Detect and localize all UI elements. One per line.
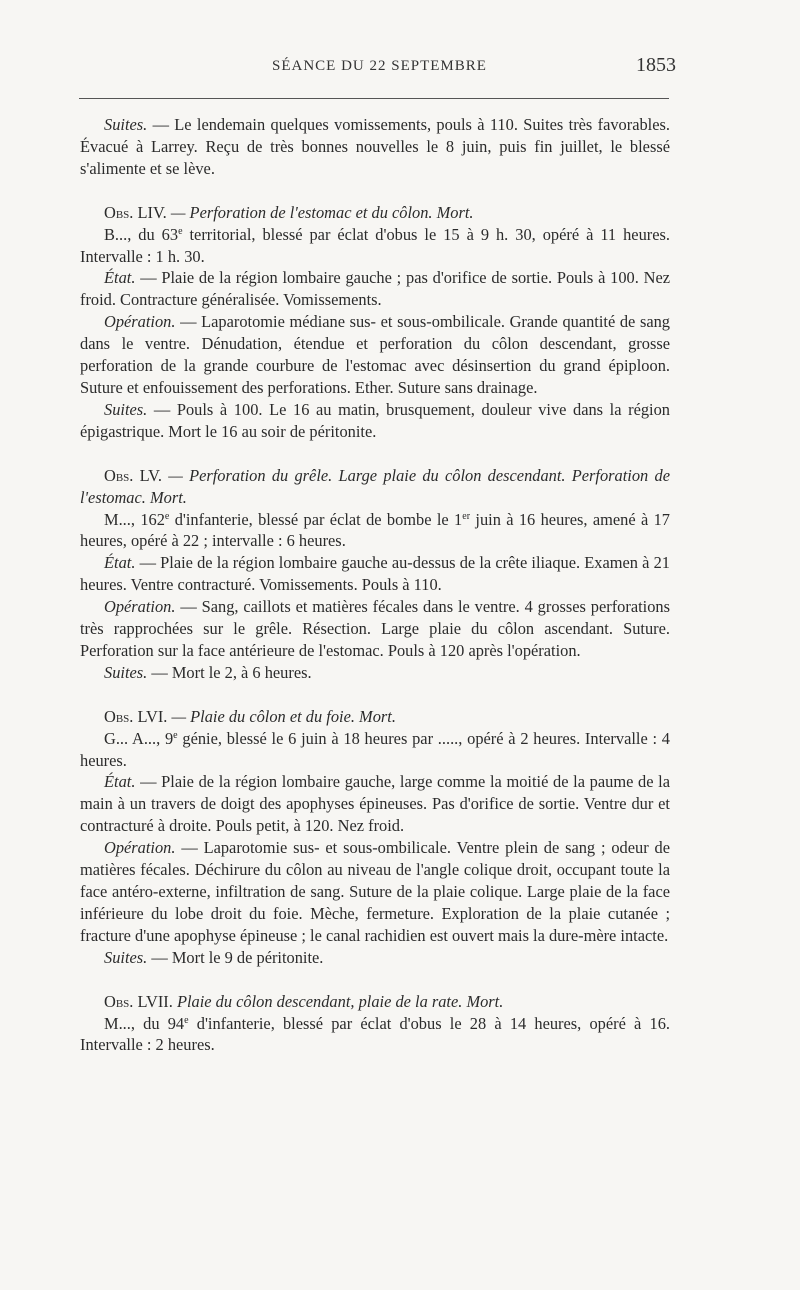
paragraph-text: d'infanterie, blessé par éclat d'obus le 28 à 14 heures, opéré à 16. Intervalle : 2 heures. bbox=[80, 1013, 670, 1055]
paragraph-etat-liv bbox=[80, 267, 670, 311]
paragraph-text: — Plaie de la région lombaire gauche ; pas d'orifice de sortie. Pouls à 100. Nez froid. Contracture généralisée. Vomissements. bbox=[80, 268, 670, 310]
paragraph-text: — Laparotomie sus- et sous-ombilicale. Ventre plein de sang ; odeur de matières fécales. Déchirure du côlon au niveau de l'angle colique droit, occupant toute la face antéro-externe, infiltration de sang. Suture de la plaie colique. Large plaie de la face inférieure du lobe droit du foie. Mèche, fermeture. Exploration de la plaie cutanée ; fracture d'une apophyse épineuse ; le canal rachidien est ouvert mais la dure-mère intacte. bbox=[80, 838, 670, 945]
paragraph-text: — Sang, caillots et matières fécales dans le ventre. 4 grosses perforations très rapprochées sur le grêle. Résection. Large plaie du côlon ascendant. Suture. Perforation sur la face antérieure de l'estomac. Pouls à 120 après l'opération. bbox=[80, 597, 670, 660]
paragraph-text: — Laparotomie médiane sus- et sous-ombilicale. Grande quantité de sang dans le ventre. Dénudation, étendue et perforation du côlon descendant, grosse perforation de la grande courbure de l'estomac avec désinsertion du grand épiploon. Suture et enfouissement des perforations. Ether. Suture sans drainage. bbox=[80, 312, 670, 397]
paragraph-operation-liv bbox=[80, 311, 670, 399]
paragraph-text: M..., du 94 bbox=[104, 1013, 185, 1033]
paragraph-lead: État. bbox=[104, 553, 136, 573]
observation-title: — Plaie du côlon et du foie. Mort. bbox=[167, 706, 396, 726]
paragraph-etat-lvi bbox=[80, 771, 670, 837]
body-text bbox=[80, 114, 670, 1056]
superscript: e bbox=[184, 1014, 189, 1026]
paragraph-text: — Mort le 9 de péritonite. bbox=[147, 947, 324, 967]
paragraph-text: territorial, blessé par éclat d'obus le 15 à 9 h. 30, opéré à 11 heures. Intervalle : 1 h. 30. bbox=[80, 224, 670, 266]
paragraph-text: G... A..., 9 bbox=[104, 728, 174, 748]
paragraph-lead: Suites. bbox=[104, 115, 148, 134]
superscript: er bbox=[462, 510, 471, 522]
paragraph-suites-lvi bbox=[80, 947, 670, 969]
superscript: e bbox=[173, 729, 178, 741]
observation-heading-liv bbox=[80, 202, 670, 224]
paragraph-text: B..., du 63 bbox=[104, 224, 179, 244]
paragraph-text: d'infanterie, blessé par éclat de bombe le 1 bbox=[169, 509, 463, 529]
superscript: e bbox=[164, 510, 170, 522]
header-rule bbox=[79, 98, 669, 99]
paragraph-text: M..., 162 bbox=[104, 509, 165, 529]
paragraph-lead: Suites. bbox=[104, 662, 148, 682]
paragraph-lead: Opération. bbox=[104, 312, 176, 332]
observation-number: Obs. LVI. bbox=[104, 706, 168, 726]
paragraph-text: — Mort le 2, à 6 heures. bbox=[147, 662, 312, 682]
paragraph-patient-lv bbox=[80, 509, 670, 553]
paragraph-operation-lv bbox=[80, 596, 670, 662]
observation-title: Plaie du côlon descendant, plaie de la rate. Mort. bbox=[172, 991, 504, 1011]
observation-heading-lvii bbox=[80, 991, 670, 1013]
paragraph-patient-lvii bbox=[80, 1013, 670, 1057]
running-title: SÉANCE DU 22 SEPTEMBRE bbox=[272, 58, 487, 74]
observation-number: Obs. LVII. bbox=[104, 991, 173, 1011]
paragraph-text: — Pouls à 100. Le 16 au matin, brusquement, douleur vive dans la région épigastrique. Mort le 16 au soir de péritonite. bbox=[80, 399, 670, 441]
paragraph-text: — Plaie de la région lombaire gauche, large comme la moitié de la paume de la main à un travers de doigt des apophyses épineuses. Pas d'orifice de sortie. Ventre dur et contracturé à droite. Pouls petit, à 120. Nez froid. bbox=[80, 772, 670, 836]
paragraph-etat-lv bbox=[80, 552, 670, 596]
paragraph-lead: Opération. bbox=[104, 838, 176, 858]
observation-number: Obs. LIV. bbox=[104, 202, 167, 222]
paragraph-text: génie, blessé le 6 juin à 18 heures par ....., opéré à 2 heures. Intervalle : 4 heures. bbox=[80, 728, 670, 770]
paragraph-text: — Plaie de la région lombaire gauche au-dessus de la crête iliaque. Examen à 21 heures. Ventre contracturé. Vomissements. Pouls à 110. bbox=[80, 553, 670, 595]
observation-heading-lvi bbox=[80, 706, 670, 728]
paragraph-lead: État. bbox=[104, 268, 136, 288]
paragraph-text: juin à 16 heures, amené à 17 heures, opéré à 22 ; intervalle : 6 heures. bbox=[80, 509, 670, 551]
paragraph-suites-1 bbox=[80, 114, 670, 180]
observation-title: — Perforation du grêle. Large plaie du côlon descendant. Perforation de l'estomac. Mort. bbox=[80, 465, 670, 507]
superscript: e bbox=[178, 225, 183, 237]
paragraph-text: — Le lendemain quelques vomissements, pouls à 110. Suites très favorables. Évacué à Larrey. Reçu de très bonnes nouvelles le 8 juin, puis fin juillet, le blessé s'alimente et se lève. bbox=[80, 115, 670, 178]
paragraph-lead: État. bbox=[104, 772, 136, 792]
observation-heading-lv bbox=[80, 465, 670, 509]
paragraph-lead: Suites. bbox=[104, 399, 148, 419]
page-header bbox=[0, 54, 800, 86]
observation-number: Obs. LV. bbox=[104, 465, 162, 485]
paragraph-patient-liv bbox=[80, 224, 670, 268]
paragraph-lead: Suites. bbox=[104, 947, 148, 967]
paragraph-operation-lvi bbox=[80, 837, 670, 947]
paragraph-lead: Opération. bbox=[104, 597, 176, 617]
observation-title: — Perforation de l'estomac et du côlon. Mort. bbox=[166, 202, 474, 222]
page-number: 1853 bbox=[636, 54, 676, 76]
paragraph-suites-lv bbox=[80, 662, 670, 684]
paragraph-suites-liv bbox=[80, 399, 670, 443]
paragraph-patient-lvi bbox=[80, 728, 670, 772]
